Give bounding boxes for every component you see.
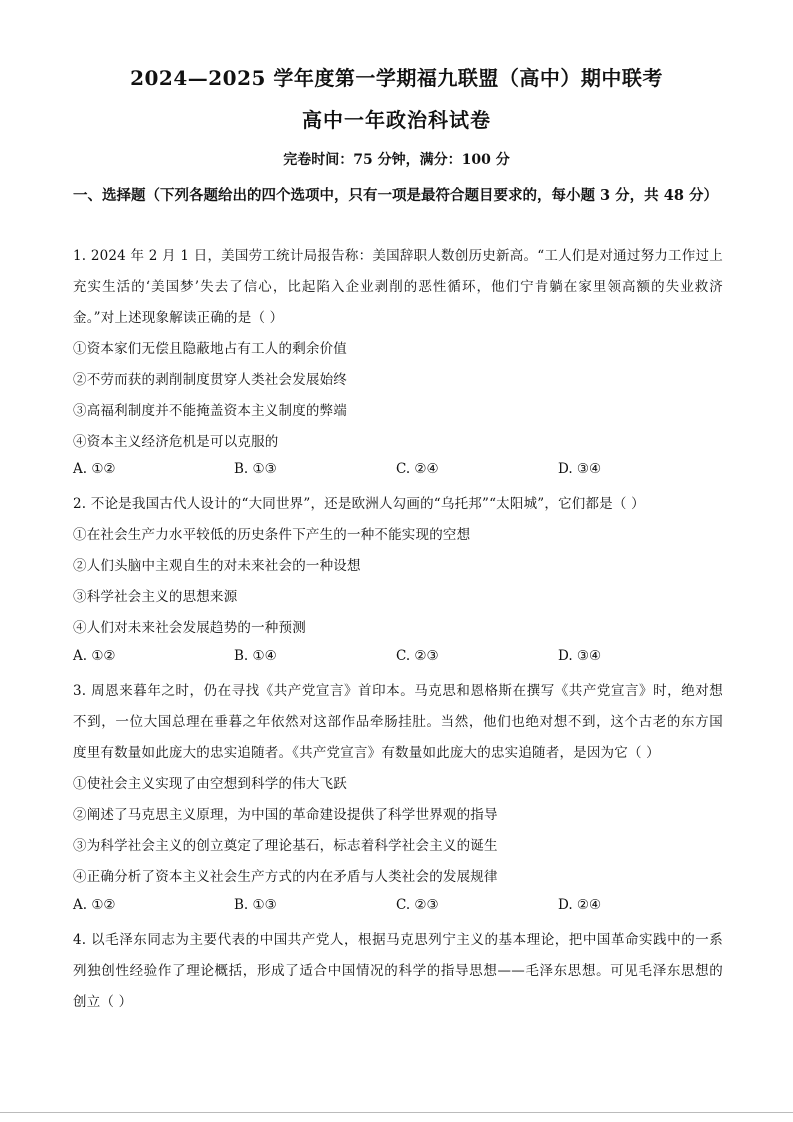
page-bottom-rule — [0, 1112, 793, 1113]
q1-option-b: B. ①③ — [234, 461, 277, 477]
exam-subtitle: 高中一年政治科试卷 — [302, 108, 491, 132]
q2-statement-3: ③科学社会主义的思想来源 — [73, 589, 238, 605]
q3-statement-1: ①使社会主义实现了由空想到科学的伟大飞跃 — [73, 776, 347, 792]
q1-statement-2: ②不劳而获的剥削制度贯穿人类社会发展始终 — [73, 372, 347, 388]
q2-statement-2: ②人们头脑中主观自生的对未来社会的一种设想 — [73, 558, 361, 574]
q4-stem-line-3: 创立（ ） — [73, 994, 133, 1010]
q3-option-b: B. ①③ — [234, 897, 277, 913]
q3-option-c: C. ②③ — [396, 897, 439, 913]
q3-option-d: D. ②④ — [558, 897, 602, 913]
q3-stem-line-3: 度里有数量如此庞大的忠实追随者。《共产党宣言》有数量如此庞大的忠实追随者，是因为它（ ） — [73, 745, 660, 761]
q1-statement-3: ③高福利制度并不能掩盖资本主义制度的弊端 — [73, 403, 347, 419]
q3-statement-2: ②阐述了马克思主义原理，为中国的革命建设提供了科学世界观的指导 — [73, 807, 498, 823]
q2-statement-4: ④人们对未来社会发展趋势的一种预测 — [73, 620, 306, 636]
section-heading: 一、选择题（下列各题给出的四个选项中，只有一项是最符合题目要求的，每小题 3 分，共 48 分） — [73, 187, 718, 204]
q2-stem-line-1: 2. 不论是我国古代人设计的“大同世界”，还是欧洲人勾画的“乌托邦”“太阳城”，它们都是（ ） — [73, 496, 645, 512]
q3-option-a: A. ①② — [73, 897, 116, 913]
q1-stem-line-3: 金。”对上述现象解读正确的是（ ） — [73, 310, 284, 326]
q2-option-a: A. ①② — [73, 648, 116, 664]
q1-option-a: A. ①② — [73, 461, 116, 477]
q3-statement-4: ④正确分析了资本主义社会生产方式的内在矛盾与人类社会的发展规律 — [73, 869, 498, 885]
exam-title: 2024—2025 学年度第一学期福九联盟（高中）期中联考 — [130, 66, 663, 90]
q1-statement-1: ①资本家们无偿且隐蔽地占有工人的剩余价值 — [73, 341, 347, 357]
q3-stem-line-2: 不到，一位大国总理在垂暮之年依然对这部作品牵肠挂肚。当然，他们也绝对想不到，这个古老的东方国 — [73, 714, 723, 730]
q2-statement-1: ①在社会生产力水平较低的历史条件下产生的一种不能实现的空想 — [73, 527, 471, 543]
q4-stem-line-1: 4. 以毛泽东同志为主要代表的中国共产党人，根据马克思列宁主义的基本理论，把中国革命实践中的一系 — [73, 932, 723, 948]
q3-stem-line-1: 3. 周恩来暮年之时，仍在寻找《共产党宣言》首印本。马克思和恩格斯在撰写《共产党宣言》时，绝对想 — [73, 683, 723, 699]
q3-statement-3: ③为科学社会主义的创立奠定了理论基石，标志着科学社会主义的诞生 — [73, 838, 498, 854]
q2-option-c: C. ②③ — [396, 648, 439, 664]
q1-option-c: C. ②④ — [396, 461, 439, 477]
q1-statement-4: ④资本主义经济危机是可以克服的 — [73, 434, 279, 450]
q1-option-d: D. ③④ — [558, 461, 602, 477]
exam-time-info: 完卷时间：75 分钟，满分：100 分 — [283, 152, 510, 168]
q2-option-d: D. ③④ — [558, 648, 602, 664]
q1-stem-line-2: 充实生活的‘美国梦’失去了信心，比起陷入企业剥削的恶性循环，他们宁肯躺在家里领高额的失业救济 — [73, 279, 723, 295]
q1-stem-line-1: 1. 2024 年 2 月 1 日，美国劳工统计局报告称：美国辞职人数创历史新高。“工人们是对通过努力工作过上 — [73, 248, 723, 264]
q2-option-b: B. ①④ — [234, 648, 277, 664]
q4-stem-line-2: 列独创性经验作了理论概括，形成了适合中国情况的科学的指导思想——毛泽东思想。可见毛泽东思想的 — [73, 963, 723, 979]
